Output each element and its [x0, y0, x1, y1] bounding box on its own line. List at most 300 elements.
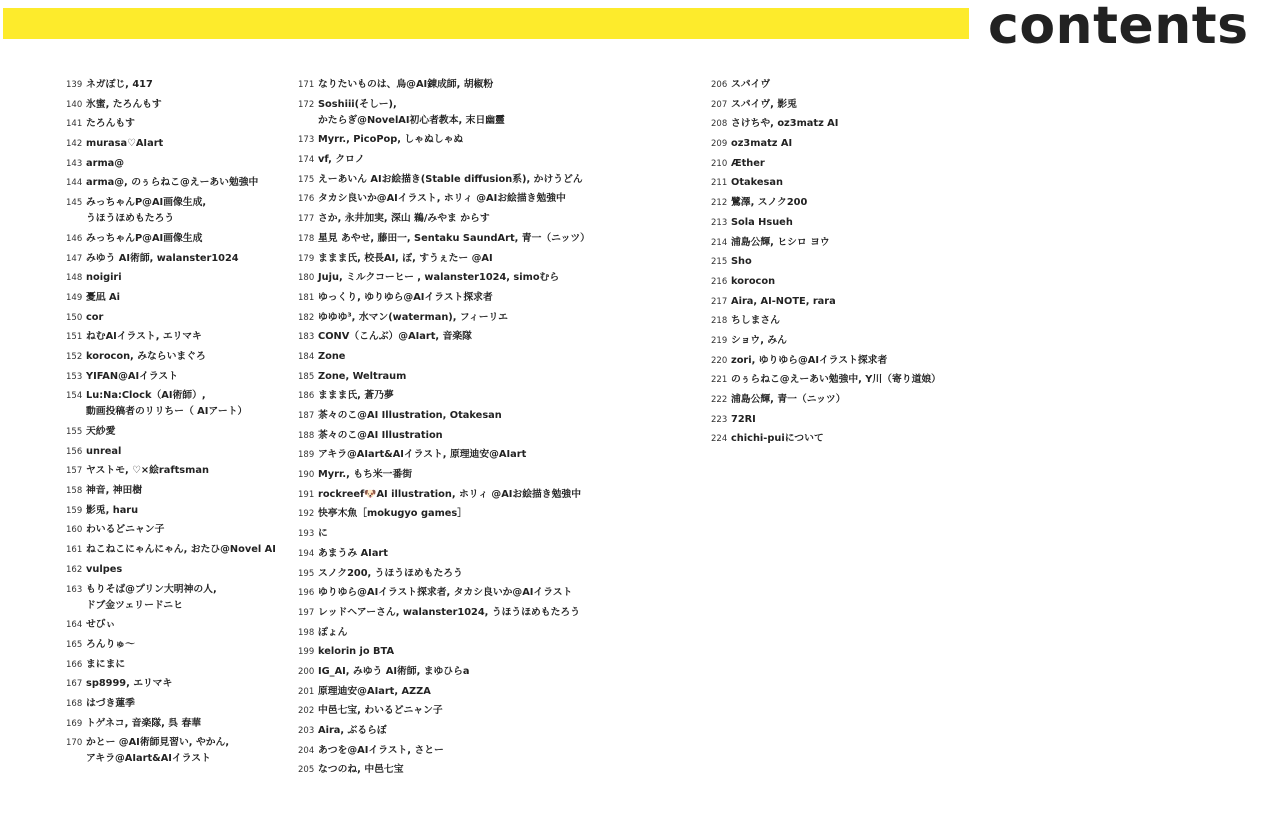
- entry-authors: [318, 387, 394, 403]
- page-number: 172: [298, 99, 315, 110]
- page-number: 160: [66, 525, 83, 536]
- toc-entry[interactable]: [298, 230, 703, 246]
- entry-authors: [86, 695, 135, 711]
- entry-gap: [66, 766, 291, 770]
- page-number: 173: [298, 135, 315, 146]
- entry-author-line: Soshiii(そしー),: [318, 98, 397, 110]
- entry-author-line: oz3matz AI: [731, 138, 793, 150]
- toc-entry[interactable]: [298, 427, 703, 443]
- toc-entry[interactable]: [298, 309, 703, 325]
- entry-author-line: vulpes: [86, 563, 123, 575]
- toc-entry[interactable]: [298, 407, 703, 423]
- entry-authors: [86, 96, 162, 112]
- entry-authors: [731, 430, 824, 446]
- entry-authors: [318, 604, 580, 620]
- entry-authors: [731, 391, 846, 407]
- entry-authors: [318, 348, 345, 364]
- page-number: 215: [711, 257, 728, 268]
- entry-authors: [86, 636, 135, 652]
- toc-entry[interactable]: [711, 214, 1011, 230]
- entry-author-line: うほうほめもたろう: [86, 213, 175, 225]
- toc-entry[interactable]: [66, 76, 291, 92]
- entry-authors: [731, 174, 783, 190]
- header-highlight-bar: [3, 8, 969, 39]
- entry-author-line: Juju, ミルクコーヒー , walanster1024, simoむら: [318, 272, 560, 284]
- entry-authors: [731, 234, 830, 250]
- page-number: 178: [298, 233, 315, 244]
- toc-entry[interactable]: [66, 289, 291, 305]
- toc-entry[interactable]: [298, 171, 703, 187]
- entry-author-line: 天紗愛: [86, 426, 116, 437]
- toc-entry[interactable]: [711, 253, 1011, 269]
- page-number: 189: [298, 450, 315, 461]
- entry-authors: [86, 115, 135, 131]
- page-number: 212: [711, 198, 728, 209]
- toc-entry[interactable]: [711, 332, 1011, 348]
- page-number: 183: [298, 332, 315, 343]
- toc-entry[interactable]: [66, 174, 291, 190]
- page-number: 142: [66, 139, 83, 150]
- entry-authors: [86, 309, 103, 325]
- entry-author-line: みっちゃんP@AI画像生成,: [86, 197, 207, 209]
- page-number: 184: [298, 351, 315, 362]
- entry-author-line: 72RI: [731, 413, 756, 425]
- entry-authors: [86, 348, 206, 364]
- entry-authors: [318, 446, 526, 462]
- page-number: 181: [298, 292, 315, 303]
- toc-entry[interactable]: [66, 387, 291, 419]
- entry-author-line: 氷蜜, たろんもす: [86, 98, 162, 110]
- entry-author-line: ろんりゅ〜: [86, 638, 135, 650]
- entry-author-line: スノク200, うほうほめもたろう: [318, 567, 463, 579]
- entry-authors: [318, 525, 328, 541]
- page-number: 165: [66, 639, 83, 650]
- entry-author-line: IG_AI, みゆう AI術師, まゆひらa: [318, 665, 470, 677]
- entry-authors: [86, 656, 125, 672]
- toc-entry[interactable]: [66, 250, 291, 266]
- page-number: 194: [298, 548, 315, 559]
- entry-authors: [731, 135, 792, 151]
- entry-author-line: スパイヴ: [731, 79, 771, 90]
- toc-entry[interactable]: [711, 293, 1011, 309]
- entry-authors: [86, 174, 258, 190]
- entry-authors: [731, 194, 807, 210]
- entry-author-line: Otakesan: [731, 177, 783, 189]
- toc-entry[interactable]: [711, 135, 1011, 151]
- toc-entry[interactable]: [711, 312, 1011, 328]
- entry-author-line: ゆっくり, ゆりゆら@AIイラスト探求者: [318, 291, 493, 303]
- toc-entry[interactable]: [298, 210, 703, 226]
- toc-entry[interactable]: [298, 742, 703, 758]
- page-number: 190: [298, 470, 315, 481]
- entry-author-line: ドブ金ツェリードニヒ: [86, 599, 183, 611]
- entry-authors: [86, 289, 120, 305]
- entry-author-line: rockreef🐶AI illustration, ホリィ @AIお絵描き勉強中: [318, 488, 581, 500]
- toc-entry[interactable]: [66, 230, 291, 246]
- entry-authors: [318, 210, 490, 226]
- entry-authors: [731, 273, 775, 289]
- entry-author-line: ネガぽじ, 417: [86, 79, 153, 90]
- toc-entry[interactable]: [298, 565, 703, 581]
- entry-authors: [318, 683, 431, 699]
- toc-entry[interactable]: [66, 695, 291, 711]
- entry-author-line: 憂凪 Ai: [86, 291, 120, 303]
- entry-author-line: murasa♡AIart: [86, 138, 164, 150]
- toc-column-2: [298, 76, 703, 781]
- entry-author-line: まにまに: [86, 658, 126, 670]
- toc-entry[interactable]: [711, 352, 1011, 368]
- entry-authors: [731, 371, 941, 387]
- entry-authors: [318, 190, 566, 206]
- page-number: 168: [66, 698, 83, 709]
- toc-entry[interactable]: [66, 443, 291, 459]
- toc-entry[interactable]: [298, 368, 703, 384]
- entry-authors: [86, 76, 153, 92]
- entry-authors: [731, 332, 787, 348]
- entry-author-line: 原理迪安@AIart, AZZA: [318, 685, 431, 697]
- entry-author-line: レッドヘアーさん, walanster1024, うほうほめもたろう: [318, 606, 580, 618]
- toc-entry[interactable]: [298, 643, 703, 659]
- page-number: 154: [66, 391, 83, 402]
- toc-entry[interactable]: [298, 76, 703, 92]
- page-number: 170: [66, 738, 83, 749]
- entry-author-line: さけちや, oz3matz AI: [731, 118, 839, 130]
- toc-entry[interactable]: [711, 194, 1011, 210]
- toc-entry[interactable]: [298, 702, 703, 718]
- entry-author-line: スパイヴ, 影兎: [731, 98, 797, 110]
- toc-entry[interactable]: [711, 273, 1011, 289]
- page-number: 205: [298, 765, 315, 776]
- entry-author-line: 快亭木魚［mokugyo games］: [318, 508, 468, 520]
- toc-entry[interactable]: [66, 348, 291, 364]
- entry-author-line: に: [318, 528, 328, 540]
- page-number: 201: [298, 686, 315, 697]
- entry-authors: [86, 194, 206, 226]
- toc-entry[interactable]: [298, 131, 703, 147]
- toc-entry[interactable]: [66, 115, 291, 131]
- entry-authors: [318, 643, 394, 659]
- page-number: 211: [711, 178, 728, 189]
- toc-entry[interactable]: [298, 486, 703, 502]
- toc-entry[interactable]: [298, 584, 703, 600]
- page-number: 159: [66, 505, 83, 516]
- entry-author-line: Aira, AI-NOTE, rara: [731, 295, 836, 307]
- entry-author-line: 星見 あやせ, 藤田一, Sentaku SaundArt, 青一（ニッツ）: [318, 232, 590, 244]
- entry-authors: [318, 269, 559, 285]
- entry-author-line: Æther: [731, 157, 765, 169]
- page-number: 203: [298, 726, 315, 736]
- page-number: 146: [66, 233, 83, 244]
- page-number: 213: [711, 217, 728, 228]
- entry-author-line: Aira, ぶるらぼ: [318, 725, 387, 736]
- toc-entry[interactable]: [711, 115, 1011, 131]
- entry-authors: [731, 352, 887, 368]
- page-number: 167: [66, 679, 83, 690]
- entry-authors: [86, 561, 122, 577]
- entry-author-line: もりそば@プリン大明神の人,: [86, 583, 217, 595]
- page-number: 155: [66, 427, 83, 437]
- entry-author-line: ちしまさん: [731, 315, 780, 327]
- toc-entry[interactable]: [298, 151, 703, 167]
- page-number: 174: [298, 155, 315, 166]
- toc-entry[interactable]: [66, 581, 291, 613]
- entry-authors: [318, 328, 472, 344]
- page-number: 145: [66, 198, 83, 209]
- entry-authors: [318, 486, 581, 502]
- toc-entry[interactable]: [711, 155, 1011, 171]
- page-number: 188: [298, 430, 315, 441]
- toc-entry[interactable]: [298, 604, 703, 620]
- page-number: 187: [298, 411, 315, 421]
- entry-authors: [318, 427, 443, 443]
- toc-entry[interactable]: [298, 505, 703, 521]
- entry-authors: [318, 466, 412, 482]
- entry-author-line: 茶々のこ@AI Illustration: [318, 429, 443, 441]
- toc-entry[interactable]: [711, 76, 1011, 92]
- entry-authors: [318, 722, 387, 738]
- entry-authors: [731, 115, 838, 131]
- entry-author-line: Lu:Na:Clock（AI術師）,: [86, 390, 206, 402]
- entry-authors: [86, 462, 209, 478]
- entry-author-line: ねむAIイラスト, エリマキ: [86, 331, 202, 343]
- entry-author-line: korocon, みならいまぐろ: [86, 350, 206, 362]
- toc-entry[interactable]: [298, 328, 703, 344]
- page-number: 148: [66, 273, 83, 284]
- toc-entry[interactable]: [711, 411, 1011, 427]
- entry-author-line: かとー @AI術師見習い, やかん,: [86, 737, 230, 749]
- page-number: 223: [711, 414, 728, 425]
- toc-entry[interactable]: [66, 269, 291, 285]
- page-number: 139: [66, 80, 83, 90]
- entry-authors: [86, 328, 202, 344]
- toc-entry[interactable]: [298, 387, 703, 403]
- toc-entry[interactable]: [298, 663, 703, 679]
- page-number: 150: [66, 312, 83, 323]
- toc-entry[interactable]: [711, 430, 1011, 446]
- toc-entry[interactable]: [66, 194, 291, 226]
- toc-entry[interactable]: [298, 269, 703, 285]
- entry-author-line: Sho: [731, 256, 752, 268]
- page-number: 220: [711, 355, 728, 366]
- entry-authors: [318, 565, 463, 581]
- entry-author-line: えーあいん AIお絵描き(Stable diffusion系), かけうどん: [318, 173, 583, 185]
- toc-entry[interactable]: [66, 135, 291, 151]
- page-number: 185: [298, 371, 315, 382]
- entry-author-line: あつを@AIイラスト, さとー: [318, 744, 444, 756]
- page-number: 199: [298, 647, 315, 658]
- toc-entry[interactable]: [66, 96, 291, 112]
- entry-author-line: わいるどニャン子: [86, 524, 165, 536]
- page-number: 163: [66, 584, 83, 595]
- toc-entry[interactable]: [66, 734, 291, 766]
- page-number: 214: [711, 237, 728, 248]
- entry-author-line: のぅらねこ@えーあい勉強中, Y川（寄り道娘）: [731, 374, 941, 386]
- toc-entry[interactable]: [66, 541, 291, 557]
- page-number: 176: [298, 194, 315, 205]
- entry-authors: [318, 230, 590, 246]
- entry-author-line: かたらぎ@NovelAI初心者教本, 末日幽靈: [318, 114, 505, 126]
- entry-authors: [86, 581, 217, 613]
- page-number: 202: [298, 706, 315, 717]
- toc-entry[interactable]: [298, 466, 703, 482]
- toc-entry[interactable]: [298, 190, 703, 206]
- toc-entry[interactable]: [66, 423, 291, 439]
- page-number: 209: [711, 139, 728, 150]
- toc-entry[interactable]: [298, 250, 703, 266]
- entry-authors: [318, 742, 444, 758]
- entry-authors: [731, 312, 780, 328]
- toc-entry[interactable]: [298, 525, 703, 541]
- page-number: 196: [298, 588, 315, 599]
- entry-author-line: 浦島公輝, 青一（ニッツ）: [731, 394, 846, 405]
- page-number: 140: [66, 99, 83, 110]
- toc-entry[interactable]: [66, 328, 291, 344]
- entry-author-line: noigiri: [86, 272, 122, 284]
- toc-entry[interactable]: [66, 561, 291, 577]
- page-number: 186: [298, 391, 315, 402]
- toc-entry[interactable]: [298, 683, 703, 699]
- toc-entry[interactable]: [298, 289, 703, 305]
- entry-gap: [298, 777, 703, 781]
- entry-author-line: 鷺澤, スノク200: [731, 197, 808, 209]
- entry-authors: [731, 411, 756, 427]
- entry-author-line: unreal: [86, 445, 122, 457]
- page-number: 180: [298, 273, 315, 284]
- page-number: 224: [711, 434, 728, 445]
- toc-entry[interactable]: [298, 722, 703, 738]
- toc-entry[interactable]: [66, 636, 291, 652]
- entry-authors: [318, 96, 505, 128]
- toc-entry[interactable]: [66, 309, 291, 325]
- entry-author-line: Sola Hsueh: [731, 216, 793, 228]
- page-number: 191: [298, 489, 315, 500]
- entry-authors: [318, 76, 493, 92]
- page-number: 200: [298, 666, 315, 677]
- toc-entry[interactable]: [298, 624, 703, 640]
- entry-author-line: chichi-puiについて: [731, 433, 824, 445]
- entry-author-line: 神音, 神田樹: [86, 485, 143, 497]
- entry-author-line: せびぃ: [86, 619, 116, 631]
- entry-author-line: タカシ良いか@AIイラスト, ホリィ @AIお絵描き勉強中: [318, 193, 566, 205]
- page-number: 195: [298, 568, 315, 579]
- entry-authors: [318, 407, 502, 423]
- entry-authors: [86, 482, 142, 498]
- entry-author-line: たろんもす: [86, 118, 135, 130]
- entry-author-line: みゆう AI術師, walanster1024: [86, 252, 239, 264]
- entry-authors: [318, 151, 365, 167]
- entry-authors: [318, 289, 493, 305]
- entry-author-line: arma@, のぅらねこ@えーあい勉強中: [86, 177, 259, 189]
- page-number: 198: [298, 627, 315, 638]
- toc-column-1: [66, 76, 291, 770]
- entry-authors: [86, 502, 138, 518]
- entry-authors: [318, 309, 508, 325]
- toc-entry[interactable]: [66, 656, 291, 672]
- entry-author-line: ショウ, みん: [731, 334, 787, 346]
- entry-author-line: 茶々のこ@AI Illustration, Otakesan: [318, 410, 502, 421]
- entry-authors: [318, 250, 493, 266]
- toc-entry[interactable]: [298, 348, 703, 364]
- entry-authors: [318, 624, 347, 640]
- entry-authors: [318, 171, 583, 187]
- entry-author-line: なりたいものは、烏@AI錬成師, 胡椒粉: [318, 79, 494, 90]
- entry-authors: [318, 584, 572, 600]
- toc-entry[interactable]: [711, 391, 1011, 407]
- entry-authors: [86, 250, 239, 266]
- entry-author-line: 影兎, haru: [86, 504, 139, 516]
- page-number: 197: [298, 607, 315, 618]
- entry-authors: [86, 230, 202, 246]
- entry-authors: [86, 675, 172, 691]
- page-number: 216: [711, 276, 728, 287]
- entry-authors: [731, 214, 793, 230]
- entry-author-line: アキラ@AIart&AIイラスト, 原理迪安@AIart: [318, 449, 527, 461]
- page-number: 193: [298, 529, 315, 540]
- entry-authors: [86, 715, 201, 731]
- toc-entry[interactable]: [66, 675, 291, 691]
- entry-author-line: みっちゃんP@AI画像生成: [86, 232, 203, 244]
- page-number: 144: [66, 178, 83, 189]
- page-number: 157: [66, 466, 83, 477]
- toc-entry[interactable]: [298, 96, 703, 128]
- entry-author-line: 中邑七宝, わいるどニャン子: [318, 705, 443, 717]
- page-number: 179: [298, 253, 315, 264]
- toc-entry[interactable]: [298, 446, 703, 462]
- entry-authors: [731, 293, 836, 309]
- entry-author-line: cor: [86, 311, 104, 323]
- toc-entry[interactable]: [711, 174, 1011, 190]
- toc-entry[interactable]: [66, 462, 291, 478]
- entry-authors: [318, 761, 404, 777]
- entry-author-line: Zone: [318, 350, 346, 362]
- entry-author-line: ヤストモ, ♡×絵raftsman: [86, 465, 209, 477]
- entry-author-line: ゆりゆら@AIイラスト探求者, タカシ良いか@AIイラスト: [318, 587, 573, 599]
- toc-entry[interactable]: [298, 761, 703, 777]
- entry-authors: [86, 521, 164, 537]
- toc-entry[interactable]: [711, 234, 1011, 250]
- entry-authors: [86, 616, 115, 632]
- page-number: 158: [66, 486, 83, 497]
- entry-authors: [86, 269, 122, 285]
- toc-entry[interactable]: [711, 371, 1011, 387]
- page-number: 175: [298, 174, 315, 185]
- page-number: 147: [66, 253, 83, 264]
- entry-authors: [318, 131, 463, 147]
- page-number: 219: [711, 335, 728, 346]
- toc-entry[interactable]: [66, 521, 291, 537]
- toc-entry[interactable]: [66, 368, 291, 384]
- entry-authors: [318, 505, 467, 521]
- entry-authors: [731, 76, 770, 92]
- entry-author-line: Myrr., PicoPop, しゃぬしゃぬ: [318, 134, 464, 146]
- toc-entry[interactable]: [66, 715, 291, 731]
- toc-entry[interactable]: [711, 96, 1011, 112]
- entry-authors: [86, 443, 121, 459]
- entry-authors: [731, 155, 765, 171]
- page-number: 204: [298, 745, 315, 756]
- entry-author-line: Zone, Weltraum: [318, 370, 407, 382]
- toc-entry[interactable]: [66, 502, 291, 518]
- entry-author-line: kelorin jo BTA: [318, 646, 395, 658]
- page-number: 210: [711, 158, 728, 169]
- toc-entry[interactable]: [298, 545, 703, 561]
- toc-entry[interactable]: [66, 482, 291, 498]
- toc-entry[interactable]: [66, 155, 291, 171]
- page-number: 182: [298, 312, 315, 323]
- entry-author-line: vf, クロノ: [318, 154, 365, 166]
- toc-entry[interactable]: [66, 616, 291, 632]
- entry-authors: [318, 702, 443, 718]
